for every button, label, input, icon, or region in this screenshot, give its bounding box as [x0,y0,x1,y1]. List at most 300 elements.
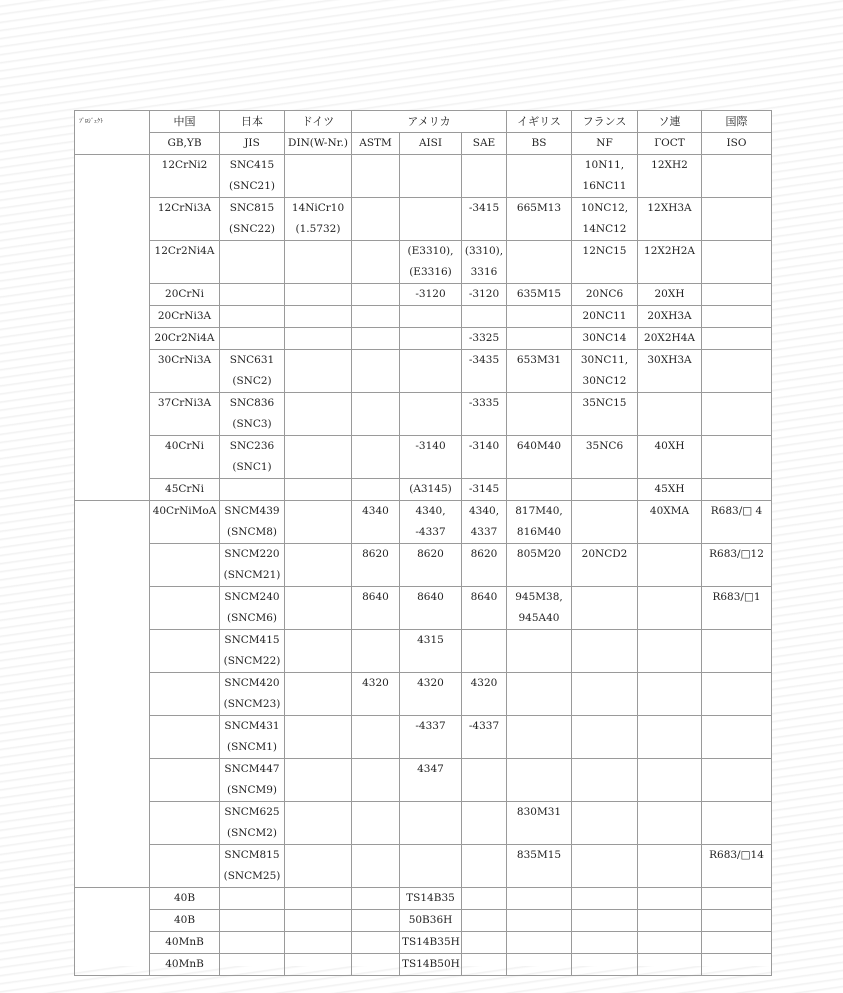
cell-line: 20XH [654,288,685,300]
cell-din [285,630,352,673]
cell-din [285,932,352,954]
cell-line: 665M13 [516,202,562,214]
cell-jis [220,501,285,544]
table-row [75,954,772,976]
cell-gost [638,198,702,241]
cell-sae [462,716,507,759]
cell-iso [702,241,772,284]
cell-gost [638,328,702,350]
cell-bs [507,241,572,284]
cell-bs [507,802,572,845]
cell-sae [462,284,507,306]
cell-bs [507,479,572,501]
cell-jis [220,910,285,932]
cell-iso [702,479,772,501]
cell-astm [352,716,400,759]
header-standard-astm: ASTM [352,133,400,155]
cell-line: (3310), [464,245,504,257]
cell-aisi [400,910,462,932]
cell-nf [572,845,638,888]
cell-line: -3140 [468,440,500,452]
cell-line: SNC836 [229,397,275,409]
cell-din [285,155,352,198]
cell-astm [352,306,400,328]
cell-line: (SNC1) [232,461,272,473]
cell-iso [702,932,772,954]
cell-gb: 12CrNi2 [150,155,220,198]
cell-aisi [400,393,462,436]
cell-sae [462,479,507,501]
cell-nf [572,544,638,587]
cell-jis [220,393,285,436]
cell-din [285,544,352,587]
cell-iso [702,587,772,630]
table-row [75,198,772,241]
cell-line: 20X2H4A [644,332,695,344]
cell-line: SNCM815 [224,849,280,861]
cell-line: R683/□14 [709,849,764,861]
cell-aisi [400,544,462,587]
cell-line: 8640 [362,591,389,603]
cell-gost [638,630,702,673]
cell-line: -3120 [415,288,446,300]
cell-jis [220,888,285,910]
cell-line: TS14B35H [402,936,460,948]
cell-bs [507,328,572,350]
header-standard-nf: NF [572,133,638,155]
cell-aisi [400,630,462,673]
cell-line: 4337 [470,526,498,538]
cell-din [285,587,352,630]
cell-jis [220,802,285,845]
cell-line: -4337 [415,720,446,732]
cell-gb: 45CrNi [150,479,220,501]
cell-sae [462,932,507,954]
cell-line: (A3145) [409,483,452,495]
cell-astm [352,802,400,845]
cell-gb: 12Cr2Ni4A [150,241,220,284]
cell-astm [352,673,400,716]
header-standard-jis: JIS [220,133,285,155]
cell-line: (SNC3) [232,418,272,430]
cell-jis [220,845,285,888]
cell-gb: 40MnB [150,932,220,954]
cell-jis [220,932,285,954]
cell-line: 635M15 [516,288,562,300]
cell-jis [220,479,285,501]
cell-line: 945M38, [515,591,563,603]
table-row [75,802,772,845]
cell-line: SNCM431 [224,720,280,732]
cell-astm [352,198,400,241]
cell-line: 30NC11, [580,354,629,366]
cell-line: (SNCM8) [226,526,278,538]
cell-gost [638,350,702,393]
cell-aisi [400,802,462,845]
cell-bs [507,306,572,328]
cell-iso [702,284,772,306]
table-row [75,910,772,932]
cell-gb: 40B [150,910,220,932]
cell-astm [352,630,400,673]
cell-jis [220,630,285,673]
cell-jis [220,306,285,328]
cell-line: -3335 [468,397,500,409]
cell-iso [702,393,772,436]
cell-line: (SNCM22) [223,655,281,667]
cell-line: 835M15 [516,849,562,861]
cell-line: TS14B35 [406,892,455,904]
cell-gb: 20CrNi3A [150,306,220,328]
cell-line: 4320 [417,677,444,689]
cell-line: -4337 [415,526,446,538]
cell-line: 40XH [654,440,685,452]
cell-gb [150,802,220,845]
cell-line: 945A40 [518,612,560,624]
cell-line: 14NC12 [582,223,627,235]
table-row [75,932,772,954]
cell-line: (SNCM25) [223,870,281,882]
cell-line: 12NC15 [582,245,627,257]
cell-jis [220,436,285,479]
cell-gost [638,759,702,802]
cell-line: -3140 [415,440,446,452]
cell-gost [638,802,702,845]
cell-iso [702,198,772,241]
cell-nf [572,910,638,932]
cell-iso [702,716,772,759]
cell-jis [220,587,285,630]
cell-bs [507,673,572,716]
cell-gb [150,845,220,888]
cell-iso [702,350,772,393]
cell-iso [702,910,772,932]
cell-sae [462,759,507,802]
cell-din [285,910,352,932]
cell-astm [352,759,400,802]
cell-aisi [400,932,462,954]
cell-sae [462,954,507,976]
project-group-cell [75,501,150,888]
cell-line: 4315 [417,634,444,646]
cell-line: 12XH3A [647,202,692,214]
cell-line: SNC815 [229,202,275,214]
cell-gb [150,630,220,673]
table-row [75,501,772,544]
cell-astm [352,155,400,198]
cell-gb: 30CrNi3A [150,350,220,393]
cell-line: TS14B50H [402,958,460,970]
cell-gost [638,306,702,328]
cell-line: 40XMA [649,505,690,517]
cell-sae [462,673,507,716]
cell-line: (1.5732) [295,223,341,235]
cell-astm [352,241,400,284]
header-country-france: フランス [572,111,638,133]
cell-line: (SNCM2) [226,827,278,839]
cell-line: -3120 [468,288,500,300]
header-country-ussr: ソ連 [638,111,702,133]
table-row [75,436,772,479]
cell-line: 640M40 [516,440,562,452]
cell-astm [352,845,400,888]
cell-line: 816M40 [516,526,562,538]
project-group-cell [75,888,150,976]
cell-nf [572,393,638,436]
cell-gb [150,716,220,759]
cell-line: (SNC22) [229,223,275,235]
cell-line: R683/□1 [712,591,761,603]
cell-gost [638,587,702,630]
cell-gost [638,845,702,888]
cell-sae [462,155,507,198]
cell-line: SNCM625 [224,806,280,818]
cell-astm [352,910,400,932]
project-group-cell [75,155,150,501]
cell-line: 14NiCr10 [291,202,345,214]
cell-nf [572,479,638,501]
cell-iso [702,501,772,544]
cell-bs [507,587,572,630]
cell-bs [507,932,572,954]
cell-sae [462,436,507,479]
table-row [75,673,772,716]
cell-aisi [400,328,462,350]
cell-nf [572,501,638,544]
cell-sae [462,587,507,630]
header-country-china: 中国 [150,111,220,133]
cell-sae [462,350,507,393]
cell-line: (SNCM23) [223,698,281,710]
cell-line: 10N11, [584,159,625,171]
cell-din [285,716,352,759]
cell-bs [507,436,572,479]
cell-jis [220,350,285,393]
cell-nf [572,932,638,954]
cell-jis [220,328,285,350]
cell-line: 8640 [470,591,498,603]
cell-gost [638,436,702,479]
cell-line: SNCM220 [224,548,280,560]
cell-gb [150,759,220,802]
cell-sae [462,241,507,284]
cell-bs [507,759,572,802]
cell-line: 30XH3A [647,354,692,366]
cell-gost [638,501,702,544]
steel-equivalents-sheet [74,110,771,970]
cell-line: 3316 [470,266,498,278]
table-row [75,479,772,501]
cell-line: 653M31 [516,354,562,366]
cell-line: SNCM447 [224,763,280,775]
cell-iso [702,544,772,587]
cell-din [285,284,352,306]
cell-sae [462,306,507,328]
cell-bs [507,845,572,888]
cell-jis [220,673,285,716]
cell-din [285,954,352,976]
cell-line: 8620 [362,548,389,560]
cell-iso [702,155,772,198]
cell-jis [220,241,285,284]
header-standard-din: DIN(W-Nr.) [285,133,352,155]
cell-aisi [400,284,462,306]
cell-nf [572,716,638,759]
cell-astm [352,954,400,976]
cell-astm [352,436,400,479]
cell-sae [462,910,507,932]
cell-aisi [400,954,462,976]
cell-gost [638,544,702,587]
cell-din [285,198,352,241]
cell-astm [352,393,400,436]
cell-nf [572,198,638,241]
cell-din [285,759,352,802]
table-row [75,544,772,587]
table-row [75,759,772,802]
table-row [75,587,772,630]
cell-iso [702,845,772,888]
cell-line: 20NCD2 [581,548,628,560]
cell-gb: 37CrNi3A [150,393,220,436]
cell-gost [638,954,702,976]
table-row [75,630,772,673]
cell-astm [352,587,400,630]
cell-gost [638,284,702,306]
cell-line: SNCM415 [224,634,280,646]
header-row-countries [75,111,772,133]
header-standard-gost: ГОСТ [638,133,702,155]
cell-aisi [400,198,462,241]
cell-aisi [400,501,462,544]
cell-astm [352,932,400,954]
cell-line: 35NC6 [585,440,624,452]
cell-line: SNCM420 [224,677,280,689]
cell-sae [462,501,507,544]
cell-iso [702,436,772,479]
cell-gost [638,393,702,436]
cell-gost [638,241,702,284]
cell-aisi [400,155,462,198]
cell-din [285,802,352,845]
cell-din [285,350,352,393]
cell-gost [638,888,702,910]
cell-nf [572,241,638,284]
cell-nf [572,284,638,306]
cell-iso [702,673,772,716]
cell-astm [352,544,400,587]
header-country-japan: 日本 [220,111,285,133]
cell-jis [220,198,285,241]
cell-gb [150,544,220,587]
cell-line: 8620 [417,548,444,560]
cell-line: 45XH [654,483,685,495]
cell-bs [507,544,572,587]
cell-gb [150,587,220,630]
cell-line: 8620 [470,548,498,560]
cell-sae [462,393,507,436]
cell-line: SNCM439 [224,505,280,517]
cell-gb: 40B [150,888,220,910]
cell-gost [638,910,702,932]
cell-line: 16NC11 [582,180,627,192]
cell-aisi [400,479,462,501]
header-standard-gb: GB,YB [150,133,220,155]
cell-line: 4320 [362,677,389,689]
cell-sae [462,845,507,888]
cell-line: 4340, [468,505,500,517]
cell-aisi [400,845,462,888]
cell-line: 817M40, [515,505,563,517]
cell-line: 20NC11 [582,310,627,322]
header-row-standards [75,133,772,155]
cell-line: 50B36H [408,914,453,926]
cell-line: 8640 [417,591,444,603]
project-header-cell: ﾌﾟﾛｼﾞｪｸﾄ [75,111,150,155]
cell-astm [352,888,400,910]
cell-din [285,328,352,350]
cell-iso [702,759,772,802]
table-row [75,284,772,306]
cell-astm [352,501,400,544]
cell-jis [220,284,285,306]
cell-nf [572,306,638,328]
cell-line: -4337 [468,720,500,732]
cell-gost [638,479,702,501]
cell-sae [462,888,507,910]
cell-gost [638,716,702,759]
cell-jis [220,544,285,587]
cell-line: 30NC12 [582,375,627,387]
cell-line: 30NC14 [582,332,627,344]
cell-nf [572,954,638,976]
cell-line: -3415 [468,202,500,214]
cell-line: -3325 [468,332,500,344]
cell-line: (SNC2) [232,375,272,387]
cell-aisi [400,587,462,630]
cell-jis [220,759,285,802]
cell-gb: 40MnB [150,954,220,976]
table-row [75,845,772,888]
cell-aisi [400,759,462,802]
cell-gb [150,673,220,716]
cell-nf [572,630,638,673]
cell-bs [507,350,572,393]
cell-line: 4340, [415,505,446,517]
cell-nf [572,328,638,350]
cell-line: -3435 [468,354,500,366]
cell-bs [507,501,572,544]
cell-astm [352,479,400,501]
cell-line: 35NC15 [582,397,627,409]
cell-din [285,501,352,544]
cell-line: 12X2H2A [644,245,695,257]
cell-line: (SNCM9) [226,784,278,796]
cell-bs [507,910,572,932]
table-row [75,328,772,350]
cell-line: 4320 [470,677,498,689]
header-standard-sae: SAE [462,133,507,155]
cell-line: 10NC12, [580,202,629,214]
cell-iso [702,328,772,350]
cell-aisi [400,241,462,284]
cell-line: SNC415 [229,159,275,171]
cell-gb: 40CrNiMoA [150,501,220,544]
cell-gb: 40CrNi [150,436,220,479]
cell-din [285,888,352,910]
cell-bs [507,716,572,759]
cell-nf [572,673,638,716]
